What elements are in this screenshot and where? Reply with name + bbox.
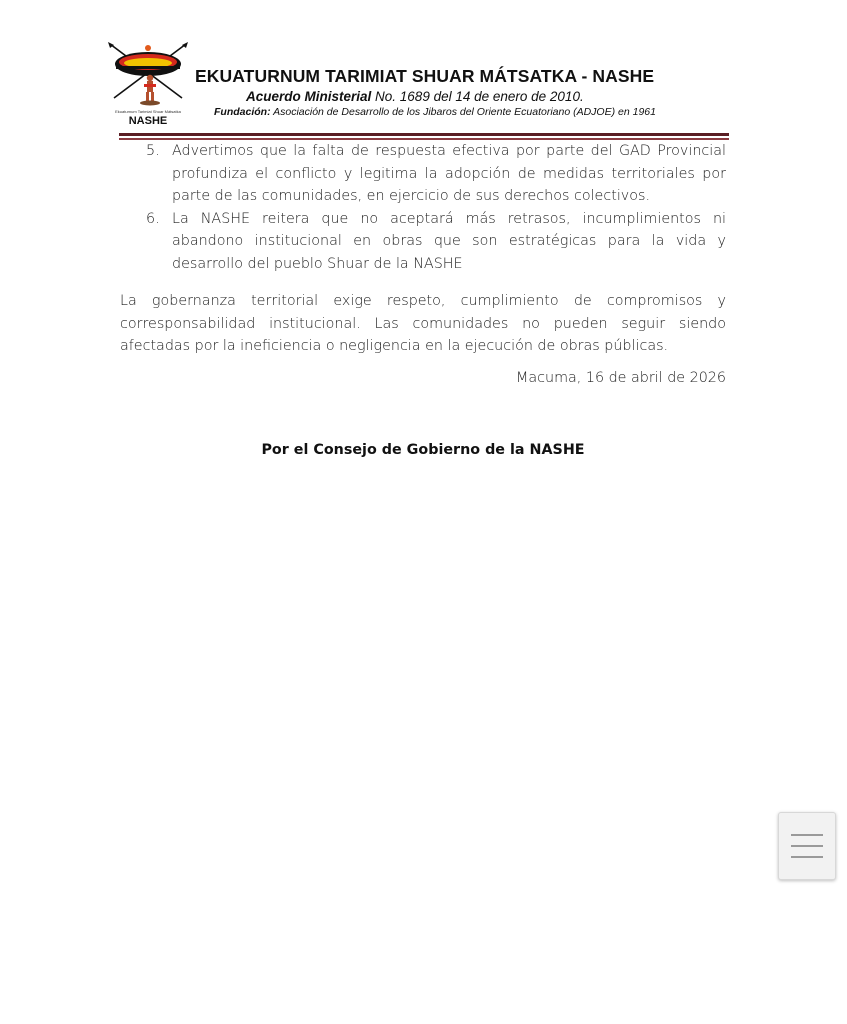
list-item-text: La NASHE reitera que no aceptará más retrasos, incumplimientos ni abandono institucional en obras que son estratégicas para la vida y desarrollo del pueblo Shuar de la NASHE: [172, 210, 726, 272]
logo-name: NASHE: [128, 115, 168, 127]
signature-line: Por el Consejo de Gobierno de la NASHE: [261, 442, 585, 458]
list-item: [120, 140, 726, 208]
logo-caption: Ekuaturnum Tarimiat Shuar Mátsatka: [115, 109, 181, 114]
numbered-list: [120, 140, 726, 275]
shuar-warrior-emblem-icon: [104, 40, 192, 110]
agreement-text: No. 1689 del 14 de enero de 2010.: [371, 89, 584, 104]
list-item: [120, 208, 726, 276]
nashe-logo: [104, 40, 192, 130]
list-item-number: 5.: [146, 143, 160, 159]
list-item-number: 6.: [146, 210, 160, 227]
ministerial-agreement: [246, 89, 584, 104]
foundation-line: [214, 106, 656, 118]
agreement-label: Acuerdo Ministerial: [246, 89, 372, 104]
place-date: Macuma, 16 de abril de 2026: [516, 370, 726, 386]
body-paragraph: La gobernanza territorial exige respeto, cumplimiento de compromisos y corresponsabilidad institucional. Las comunidades no pueden seguir siendo afectadas por la ineficiencia o negligencia en la ejecución de obras públicas.: [120, 293, 726, 354]
organization-title: EKUATURNUM TARIMIAT SHUAR MÁTSATKA - NASHE: [195, 66, 655, 86]
menu-button[interactable]: [778, 812, 836, 880]
list-item-text: Advertimos que la falta de respuesta efectiva por parte del GAD Provincial profundiza el conflicto y legitima la adopción de medidas territoriales por parte de las comunidades, en ejercicio de sus derechos colectivos.: [172, 143, 726, 204]
foundation-text: Asociación de Desarrollo de los Jibaros del Oriente Ecuatoriano (ADJOE) en 1961: [270, 106, 656, 118]
foundation-label: Fundación:: [214, 106, 271, 118]
header-rule-dark: [119, 133, 729, 136]
